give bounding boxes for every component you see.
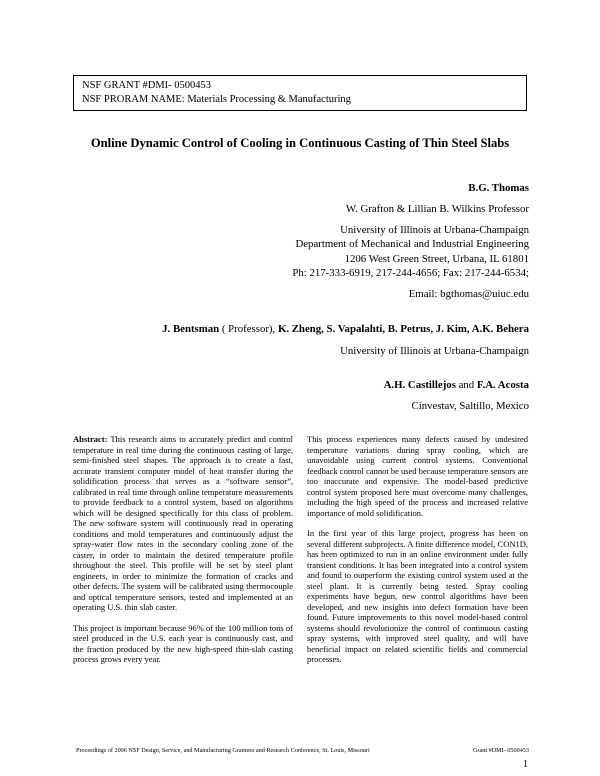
grant-number: NSF GRANT #DMI- 0500453 xyxy=(82,80,212,91)
abstract-paragraph xyxy=(73,434,293,613)
right-column xyxy=(307,434,528,675)
abstract-label: Abstract: xyxy=(73,434,108,444)
pi-phone: Ph: 217-333-6919, 217-244-4656; Fax: 217-244-6534; xyxy=(292,267,529,279)
pi-department: Department of Mechanical and Industrial Engineering xyxy=(295,238,529,250)
paper-title: Online Dynamic Control of Cooling in Continuous Casting of Thin Steel Slabs xyxy=(90,136,510,150)
abstract-text: This research aims to accurately predict and control temperature in real time during the continuous casting of large, semi-finished steel shapes. The approach is to create a fast, accurate transient computer model of heat transfer during the solidification process that serves as a “software sensor”, calibrated in real time through online temperature measurements to provide feedback to a control system, based on algorithms which will be designed specifically for this class of problem. The new software system will continuously read in operating conditions and mold temperatures and continuously adjust the spray-water flow rates in the secondary cooling zone of the caster, in order to maintain the desired temperature profile throughout the steel. This profile will be set by steel plant engineers, in order to minimize the formation of cracks and other defects. The system will be calibrated using thermocouple and optical temperature sensors, tested and implemented at an operating U.S. thin slab caster. xyxy=(73,434,293,612)
coauthor-castillejos: A.H. Castillejos xyxy=(383,379,456,391)
defects-paragraph: This process experiences many defects caused by undesired temperature variations during spray cooling, which are unavoidable using current control systems. Conventional feedback control cannot be used because temperature sensors are too inaccurate and expensive. The model-based predictive control system proposed here must overcome many challenges, including the high speed of the process and increased relative importance of mold solidification. xyxy=(307,434,528,518)
coauthors-university: University of Illinois at Urbana-Champaign xyxy=(340,345,529,357)
program-name: NSF PRORAM NAME: Materials Processing & Manufacturing xyxy=(82,94,351,105)
coauthors-rest: K. Zheng, S. Vapalahti, B. Petrus, J. Kim, A.K. Behera xyxy=(277,323,529,335)
footer-proceedings: Proceedings of 2006 NSF Design, Service, and Manufacturing Grantees and Research Conference, St. Louis, Missouri xyxy=(76,747,370,754)
progress-paragraph: In the first year of this large project, progress has been on several different subprojects. A finite difference model, CON1D, has been optimized to run in an online environment under fully transient conditions. It has been integrated into a control system and found to outperform the existing control system used at the steel plant. It is currently being tested. Spray cooling experiments have begun, new control algorithms have been developed, and new insights into defect formation have been found. Future improvements to this novel model-based control systems should revolutionize the control of continuous casting spray systems, with improved steel quality, and will have beneficial impact on related scientific fields and commercial processes. xyxy=(307,528,528,664)
coauthor-conjunction: and xyxy=(455,379,477,391)
page-number: 1 xyxy=(523,759,528,770)
coauthors-line xyxy=(162,323,529,336)
left-column xyxy=(73,434,293,675)
pi-name: B.G. Thomas xyxy=(468,182,529,194)
pi-address: 1206 West Green Street, Urbana, IL 61801 xyxy=(344,253,529,265)
coauthors2-line xyxy=(384,379,529,392)
importance-paragraph: This project is important because 96% of the 100 million tons of steel produced in the U.S. each year is continuously cast, and the fraction produced by the new high-speed thin-slab casting process grows every year. xyxy=(73,622,293,664)
coauthor-role: ( Professor), xyxy=(219,323,278,335)
pi-university: University of Illinois at Urbana-Champaign xyxy=(340,224,529,236)
page-footer xyxy=(76,747,529,754)
coauthors2-institution: Cinvestav, Saltillo, Mexico xyxy=(411,400,529,412)
pi-position: W. Grafton & Lillian B. Wilkins Professor xyxy=(345,203,529,215)
grant-info-box xyxy=(73,75,527,111)
footer-grant: Grant #DMI- 0500453 xyxy=(472,747,529,754)
coauthor-acosta: F.A. Acosta xyxy=(476,379,529,391)
pi-email: Email: bgthomas@uiuc.edu xyxy=(408,288,529,300)
coauthor-bentsman: J. Bentsman xyxy=(162,323,220,335)
